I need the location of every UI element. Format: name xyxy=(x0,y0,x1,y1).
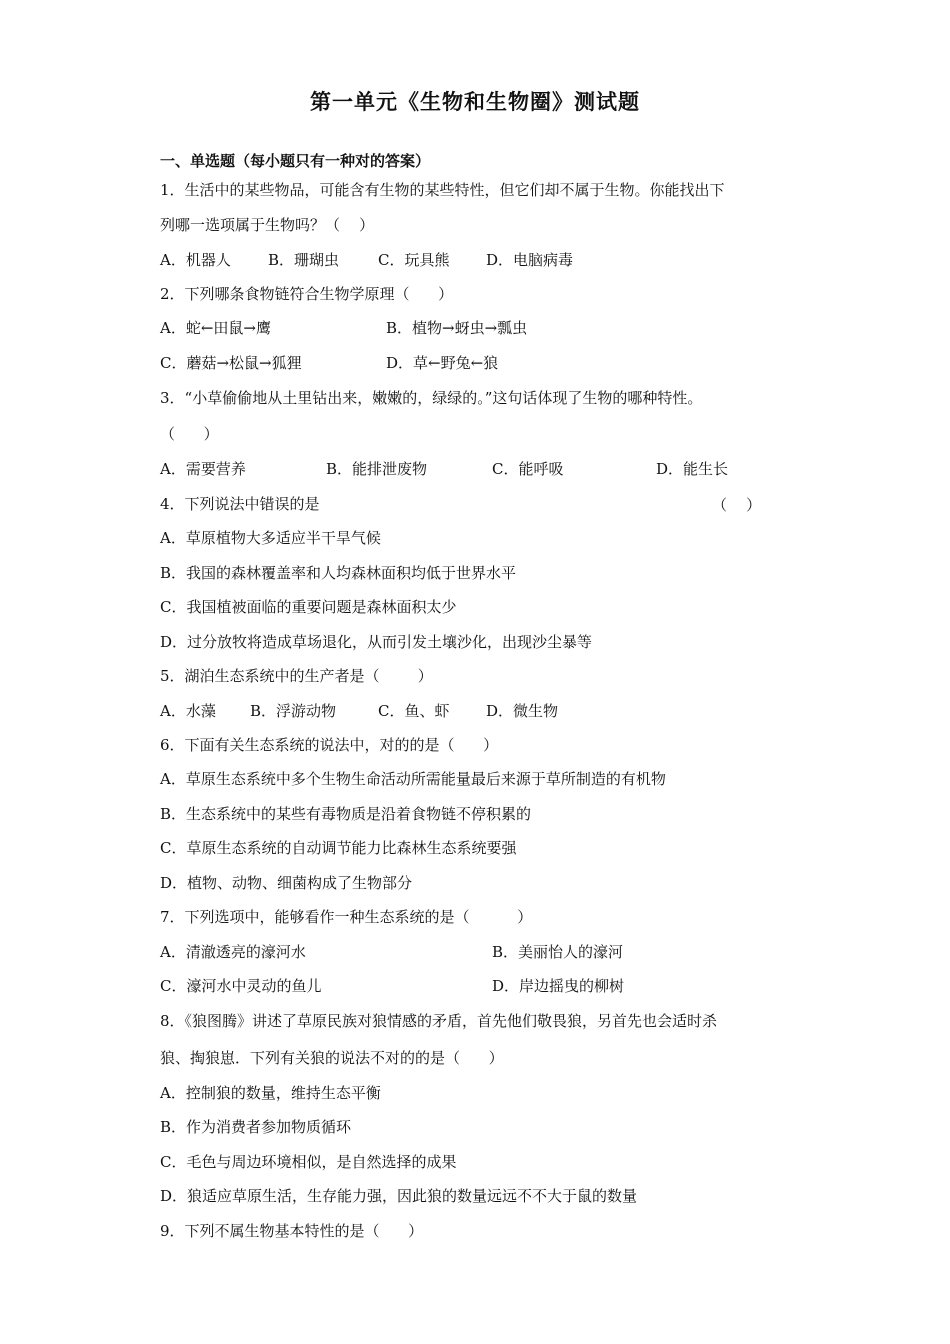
q5-option-b: B．浮游动物 xyxy=(250,702,337,720)
q8-option-b: B．作为消费者参加物质循环 xyxy=(160,1118,352,1136)
q2-stem: 2．下列哪条食物链符合生物学原理（ ） xyxy=(160,285,454,303)
q5-stem: 5．湖泊生态系统中的生产者是（ ） xyxy=(160,667,433,685)
q7-option-a: A．清澈透亮的濠河水 xyxy=(160,943,306,961)
q1-option-b: B．珊瑚虫 xyxy=(268,251,340,269)
q2-option-c: C．蘑菇→松鼠→狐狸 xyxy=(160,354,302,372)
q9-stem: 9．下列不属生物基本特性的是（ ） xyxy=(160,1222,424,1240)
q5-option-c: C．鱼、虾 xyxy=(378,702,450,720)
q3-option-b: B．能排泄废物 xyxy=(326,460,428,478)
q8-stem-line1: 8．《狼图腾》讲述了草原民族对狼情感的矛盾，首先他们敬畏狼，另首先也会适时杀 xyxy=(160,1012,718,1030)
q6-option-c: C．草原生态系统的自动调节能力比森林生态系统要强 xyxy=(160,839,517,857)
section-heading: 一、单选题（每小题只有一种对的答案） xyxy=(160,152,431,170)
q3-option-a: A．需要营养 xyxy=(160,460,246,478)
q5-option-d: D．微生物 xyxy=(486,702,559,720)
q1-option-a: A．机器人 xyxy=(160,251,231,269)
q8-option-c: C．毛色与周边环境相似，是自然选择的成果 xyxy=(160,1153,457,1171)
q8-option-a: A．控制狼的数量，维持生态平衡 xyxy=(160,1084,381,1102)
q1-option-d: D．电脑病毒 xyxy=(486,251,574,269)
q4-option-d: D．过分放牧将造成草场退化，从而引发土壤沙化，出现沙尘暴等 xyxy=(160,633,593,651)
q6-option-a: A．草原生态系统中多个生物生命活动所需能量最后来源于草所制造的有机物 xyxy=(160,770,666,788)
q7-stem: 7．下列选项中，能够看作一种生态系统的是（ ） xyxy=(160,908,533,926)
q3-stem-line1: 3．“小草偷偷地从土里钻出来，嫩嫩的，绿绿的。”这句话体现了生物的哪种特性。 xyxy=(160,389,703,407)
q3-stem-line2: （ ） xyxy=(160,425,219,443)
q1-stem-line2: 列哪一选项属于生物吗？（ ） xyxy=(160,216,375,234)
q6-option-b: B．生态系统中的某些有毒物质是沿着食物链不停积累的 xyxy=(160,805,532,823)
q7-option-d: D．岸边摇曳的柳树 xyxy=(492,977,625,995)
page-title: 第一单元《生物和生物圈》测试题 xyxy=(310,89,640,114)
q2-option-a: A．蛇←田鼠→鹰 xyxy=(160,319,271,337)
q3-option-d: D．能生长 xyxy=(656,460,729,478)
q8-option-d: D．狼适应草原生活，生存能力强，因此狼的数量远远不不大于鼠的数量 xyxy=(160,1187,638,1205)
q5-option-a: A．水藻 xyxy=(160,702,216,720)
q4-option-a: A．草原植物大多适应半干旱气候 xyxy=(160,529,381,547)
q3-option-c: C．能呼吸 xyxy=(492,460,564,478)
q4-answer-paren: （ ） xyxy=(712,496,762,514)
q4-option-c: C．我国植被面临的重要问题是森林面积太少 xyxy=(160,598,457,616)
q7-option-c: C．濠河水中灵动的鱼儿 xyxy=(160,977,322,995)
q1-option-c: C．玩具熊 xyxy=(378,251,450,269)
q1-stem-line1: 1．生活中的某些物品，可能含有生物的某些特性，但它们却不属于生物。你能找出下 xyxy=(160,181,725,199)
q4-option-b: B．我国的森林覆盖率和人均森林面积均低于世界水平 xyxy=(160,564,517,582)
q6-option-d: D．植物、动物、细菌构成了生物部分 xyxy=(160,874,413,892)
q4-stem: 4．下列说法中错误的是 xyxy=(160,495,320,513)
q2-option-d: D．草←野兔←狼 xyxy=(386,354,499,372)
q6-stem: 6．下面有关生态系统的说法中，对的的是（ ） xyxy=(160,736,499,754)
q7-option-b: B．美丽怡人的濠河 xyxy=(492,943,624,961)
q2-option-b: B．植物→蚜虫→瓢虫 xyxy=(386,319,528,337)
q8-stem-line2: 狼、掏狼崽．下列有关狼的说法不对的的是（ ） xyxy=(160,1049,504,1067)
